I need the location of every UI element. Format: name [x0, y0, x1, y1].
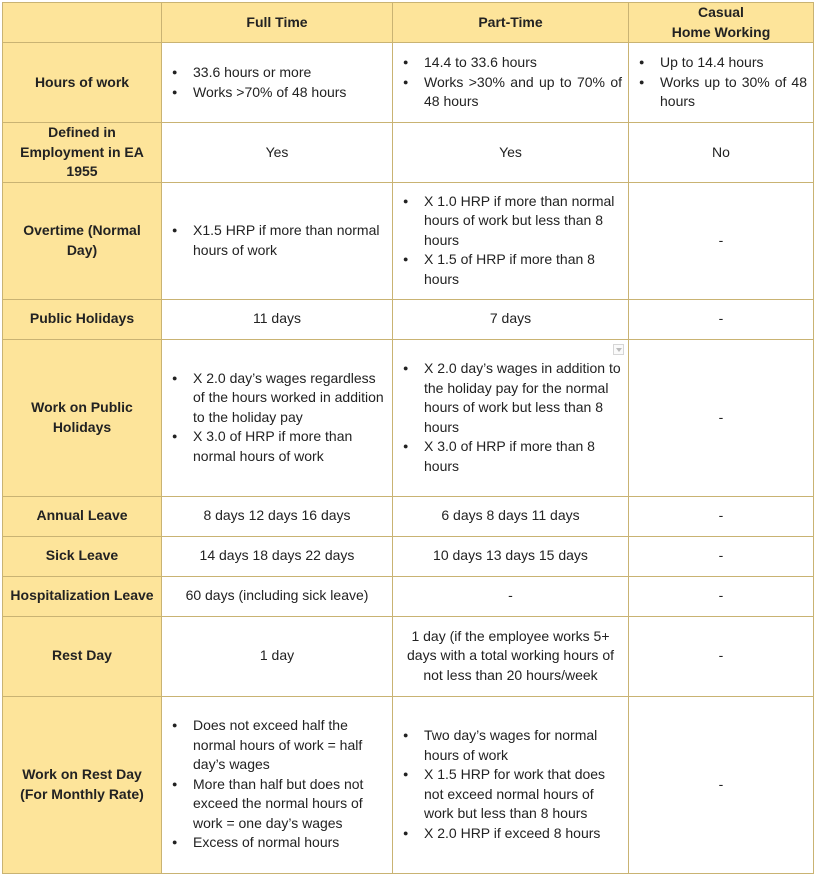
cell-overtime-casual: -	[629, 182, 814, 299]
cell-hospital-full-time: 60 days (including sick leave)	[162, 576, 393, 616]
header-casual-line-1: Casual	[698, 4, 744, 20]
row-label-hospitalization-leave: Hospitalization Leave	[3, 576, 162, 616]
header-casual-line-2: Home Working	[671, 23, 771, 40]
cell-hospital-casual: -	[629, 576, 814, 616]
list-item: ● X 1.0 HRP if more than normal hours of work but less than 8 hours	[424, 192, 622, 251]
cell-work-rest-full-time	[162, 696, 393, 873]
cell-work-rest-casual: -	[629, 696, 814, 873]
cell-work-public-part-time	[393, 339, 629, 496]
bullet-list	[399, 53, 622, 112]
cell-annual-casual: -	[629, 496, 814, 536]
cell-work-rest-part-time	[393, 696, 629, 873]
table-row-hours-of-work	[3, 43, 814, 123]
row-label-work-on-rest-day: Work on Rest Day (For Monthly Rate)	[3, 696, 162, 873]
cell-annual-full-time: 8 days 12 days 16 days	[162, 496, 393, 536]
list-item: ● X 2.0 day’s wages in addition to the holiday pay for the normal hours of work but less than 8 hours	[424, 359, 622, 437]
cell-public-holidays-full-time: 11 days	[162, 299, 393, 339]
list-item: ● Works up to 30% of 48 hours	[660, 73, 807, 112]
table-row-work-on-public-holidays	[3, 339, 814, 496]
header-corner-cell	[3, 3, 162, 43]
list-item: ● Does not exceed half the normal hours of work = half day’s wages	[193, 716, 386, 775]
cell-public-holidays-casual: -	[629, 299, 814, 339]
cell-hospital-part-time: -	[393, 576, 629, 616]
cell-sick-part-time: 10 days 13 days 15 days	[393, 536, 629, 576]
bullet-list	[399, 726, 622, 843]
header-full-time: Full Time	[162, 3, 393, 43]
cell-hours-casual	[629, 43, 814, 123]
table-row-work-on-rest-day	[3, 696, 814, 873]
list-item: ● Two day’s wages for normal hours of work	[424, 726, 622, 765]
list-item: ● X 2.0 HRP if exceed 8 hours	[424, 824, 622, 844]
table-row-rest-day	[3, 616, 814, 696]
row-label-overtime: Overtime (Normal Day)	[3, 182, 162, 299]
list-item: ● 14.4 to 33.6 hours	[424, 53, 622, 73]
row-label-annual-leave: Annual Leave	[3, 496, 162, 536]
table-row-sick-leave	[3, 536, 814, 576]
bullet-list	[168, 369, 386, 467]
list-item: ● Works >30% and up to 70% of 48 hours	[424, 73, 622, 112]
cell-defined-casual: No	[629, 123, 814, 183]
header-casual	[629, 3, 814, 43]
bullet-list	[168, 221, 386, 260]
cell-hours-full-time	[162, 43, 393, 123]
cell-dropdown-indicator-icon[interactable]	[613, 344, 624, 355]
header-part-time: Part-Time	[393, 3, 629, 43]
list-item: ● 33.6 hours or more	[193, 63, 386, 83]
bullet-list	[168, 716, 386, 853]
list-item: ● More than half but does not exceed the normal hours of work = one day’s wages	[193, 775, 386, 834]
cell-defined-part-time: Yes	[393, 123, 629, 183]
list-item: ● X 3.0 of HRP if more than normal hours of work	[193, 427, 386, 466]
cell-rest-casual: -	[629, 616, 814, 696]
cell-hours-part-time	[393, 43, 629, 123]
list-item: ● X 1.5 of HRP if more than 8 hours	[424, 250, 622, 289]
bullet-list	[399, 359, 622, 476]
bullet-list	[635, 53, 807, 112]
list-item: ● Excess of normal hours	[193, 833, 386, 853]
cell-work-public-full-time	[162, 339, 393, 496]
table-row-defined-in-ea	[3, 123, 814, 183]
cell-sick-casual: -	[629, 536, 814, 576]
table-row-public-holidays	[3, 299, 814, 339]
list-item: ● Up to 14.4 hours	[660, 53, 807, 73]
list-item: ● Works >70% of 48 hours	[193, 83, 386, 103]
table-row-annual-leave	[3, 496, 814, 536]
bullet-list	[399, 192, 622, 290]
cell-defined-full-time: Yes	[162, 123, 393, 183]
table-row-overtime	[3, 182, 814, 299]
list-item: ● X 1.5 HRP for work that does not exceed normal hours of work but less than 8 hours	[424, 765, 622, 824]
header-row	[3, 3, 814, 43]
row-label-sick-leave: Sick Leave	[3, 536, 162, 576]
cell-sick-full-time: 14 days 18 days 22 days	[162, 536, 393, 576]
row-label-rest-day: Rest Day	[3, 616, 162, 696]
cell-overtime-full-time	[162, 182, 393, 299]
row-label-work-on-public-holidays: Work on Public Holidays	[3, 339, 162, 496]
cell-overtime-part-time	[393, 182, 629, 299]
cell-work-public-casual: -	[629, 339, 814, 496]
row-label-defined-in-ea: Defined in Employment in EA 1955	[3, 123, 162, 183]
cell-rest-part-time: 1 day (if the employee works 5+ days with a total working hours of not less than 20 hours/week	[393, 616, 629, 696]
cell-rest-full-time: 1 day	[162, 616, 393, 696]
row-label-hours-of-work: Hours of work	[3, 43, 162, 123]
list-item: ● X1.5 HRP if more than normal hours of work	[193, 221, 386, 260]
cell-public-holidays-part-time: 7 days	[393, 299, 629, 339]
list-item: ● X 3.0 of HRP if more than 8 hours	[424, 437, 622, 476]
cell-annual-part-time: 6 days 8 days 11 days	[393, 496, 629, 536]
bullet-list	[168, 63, 386, 102]
table-row-hospitalization-leave	[3, 576, 814, 616]
employment-comparison-table	[2, 2, 814, 874]
row-label-public-holidays: Public Holidays	[3, 299, 162, 339]
list-item: ● X 2.0 day’s wages regardless of the hours worked in addition to the holiday pay	[193, 369, 386, 428]
